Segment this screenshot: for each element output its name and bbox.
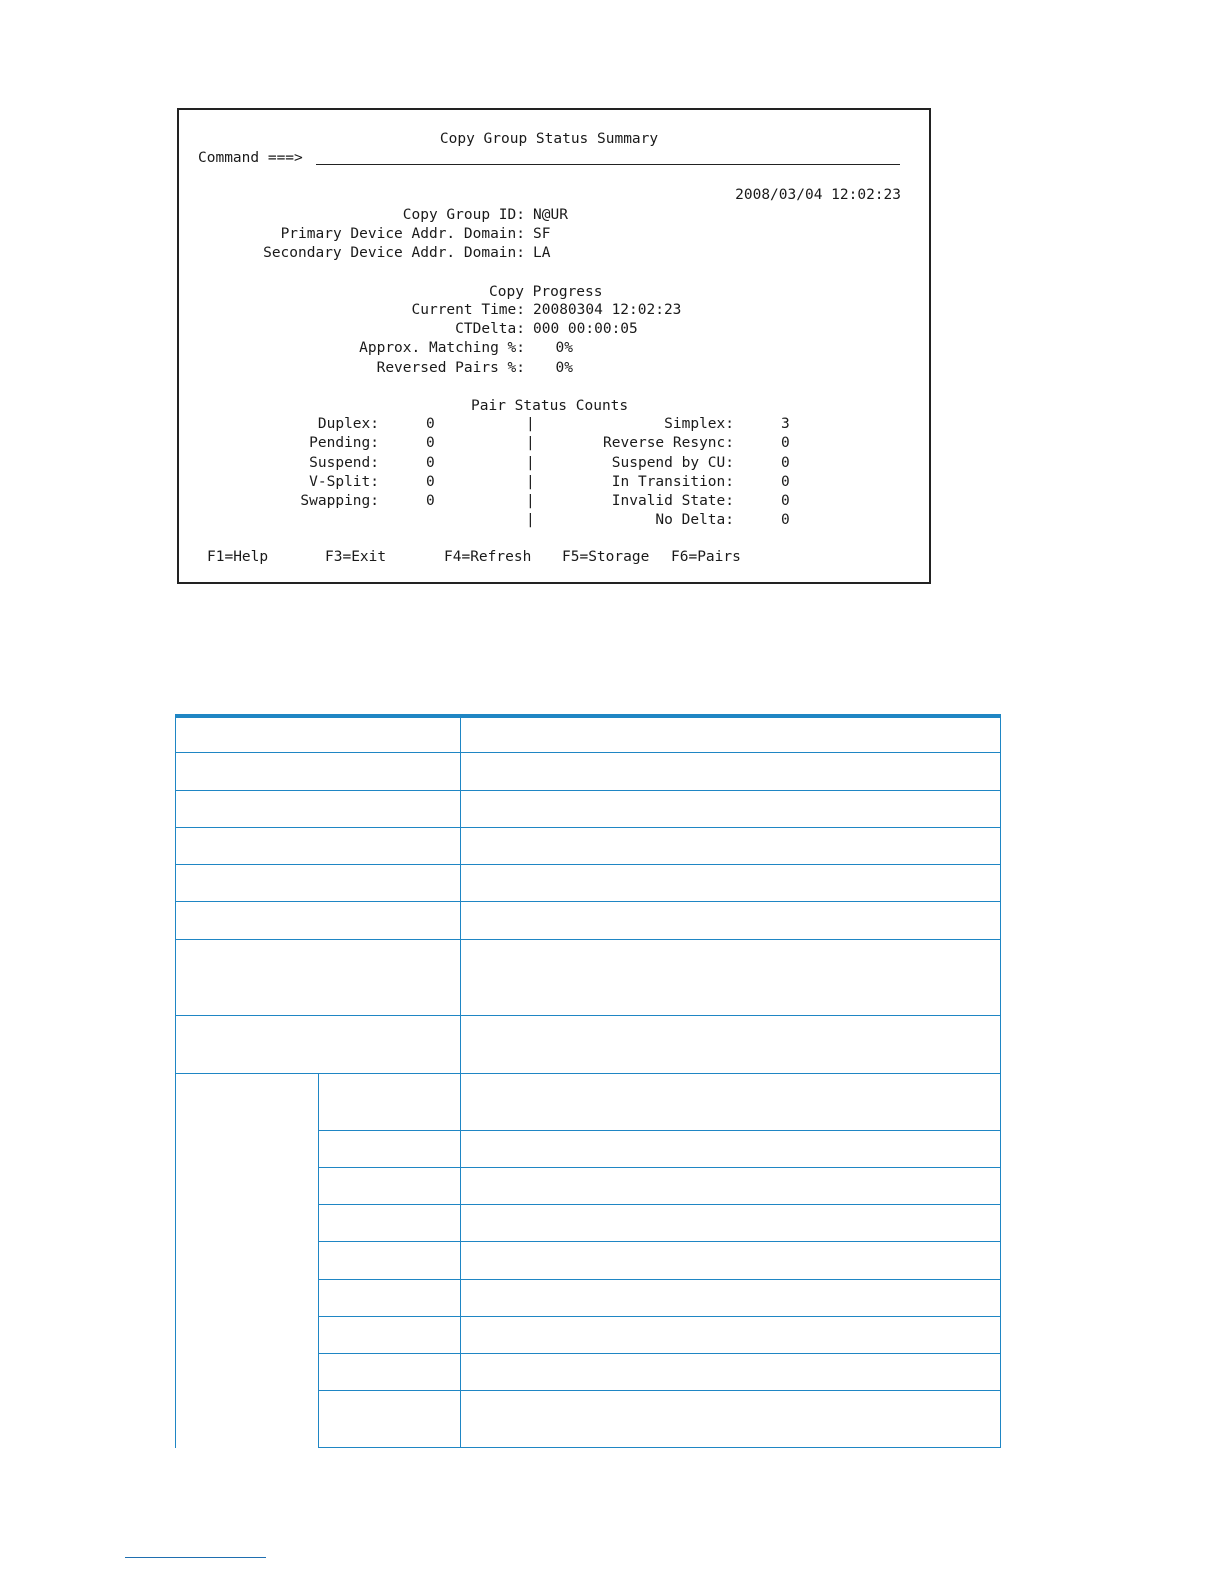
reversed-pairs-label: Reversed Pairs %: [376, 360, 525, 376]
f6-pairs-key[interactable]: F6=Pairs [671, 549, 741, 565]
status-separator: | [526, 493, 535, 509]
table-row-rule [175, 939, 1001, 940]
table-row-rule [175, 790, 1001, 791]
status-separator: | [526, 512, 535, 528]
duplex-value: 0 [426, 416, 435, 432]
reversed-pairs-value: 0% [555, 360, 573, 376]
no-delta-label: No Delta: [655, 512, 734, 528]
status-separator: | [526, 474, 535, 490]
table-row-rule [175, 827, 1001, 828]
table-row-rule [175, 1073, 1001, 1074]
pending-value: 0 [426, 435, 435, 451]
field-description-table [175, 714, 1001, 1448]
pending-label: Pending: [309, 435, 379, 451]
copy-progress-heading: Copy Progress [489, 284, 603, 300]
table-right-border [1000, 714, 1001, 1448]
table-subrow-rule [318, 1167, 1001, 1168]
table-subrow-rule [318, 1279, 1001, 1280]
suspend-label: Suspend: [309, 455, 379, 471]
suspend-by-cu-label: Suspend by CU: [611, 455, 734, 471]
pair-status-heading: Pair Status Counts [471, 398, 629, 414]
ctdelta-value: 000 00:00:05 [533, 321, 638, 337]
swapping-label: Swapping: [300, 493, 379, 509]
status-separator: | [526, 455, 535, 471]
swapping-value: 0 [426, 493, 435, 509]
table-subrow-rule [318, 1447, 1001, 1448]
table-left-border [175, 714, 176, 1448]
secondary-domain-label: Secondary Device Addr. Domain: [263, 245, 525, 261]
table-subrow-rule [318, 1316, 1001, 1317]
screen-title: Copy Group Status Summary [439, 131, 659, 147]
table-subrow-rule [318, 1241, 1001, 1242]
table-column-divider [460, 714, 461, 1448]
primary-domain-label: Primary Device Addr. Domain: [280, 226, 525, 242]
in-transition-value: 0 [781, 474, 790, 490]
table-row-rule [175, 901, 1001, 902]
primary-domain-value: SF [533, 226, 551, 242]
status-separator: | [526, 435, 535, 451]
suspend-value: 0 [426, 455, 435, 471]
status-separator: | [526, 416, 535, 432]
v-split-label: V-Split: [309, 474, 379, 490]
current-time-value: 20080304 12:02:23 [533, 302, 682, 318]
table-row-rule [175, 1015, 1001, 1016]
invalid-state-label: Invalid State: [611, 493, 734, 509]
simplex-value: 3 [781, 416, 790, 432]
copy-group-id-label: Copy Group ID: [402, 207, 525, 223]
no-delta-value: 0 [781, 512, 790, 528]
approx-matching-value: 0% [555, 340, 573, 356]
duplex-label: Duplex: [317, 416, 379, 432]
command-prompt: Command ===> [198, 150, 303, 166]
v-split-value: 0 [426, 474, 435, 490]
reverse-resync-label: Reverse Resync: [603, 435, 734, 451]
in-transition-label: In Transition: [611, 474, 734, 490]
timestamp: 2008/03/04 12:02:23 [735, 187, 901, 203]
f3-exit-key[interactable]: F3=Exit [325, 549, 387, 565]
command-input[interactable] [316, 164, 900, 165]
footer-rule [125, 1557, 266, 1558]
f5-storage-key[interactable]: F5=Storage [562, 549, 650, 565]
secondary-domain-value: LA [533, 245, 551, 261]
table-row-rule [175, 864, 1001, 865]
current-time-label: Current Time: [411, 302, 525, 318]
table-subrow-rule [318, 1130, 1001, 1131]
approx-matching-label: Approx. Matching %: [359, 340, 525, 356]
ctdelta-label: CTDelta: [455, 321, 525, 337]
table-subrow-rule [318, 1390, 1001, 1391]
copy-group-id-value: N@UR [533, 207, 568, 223]
table-top-rule [175, 714, 1001, 718]
f1-help-key[interactable]: F1=Help [207, 549, 269, 565]
copy-group-status-summary-screen [177, 108, 931, 584]
reverse-resync-value: 0 [781, 435, 790, 451]
table-subcolumn-divider [318, 1073, 319, 1448]
table-row-rule [175, 752, 1001, 753]
suspend-by-cu-value: 0 [781, 455, 790, 471]
invalid-state-value: 0 [781, 493, 790, 509]
table-subrow-rule [318, 1204, 1001, 1205]
simplex-label: Simplex: [664, 416, 734, 432]
f4-refresh-key[interactable]: F4=Refresh [444, 549, 532, 565]
table-subrow-rule [318, 1353, 1001, 1354]
